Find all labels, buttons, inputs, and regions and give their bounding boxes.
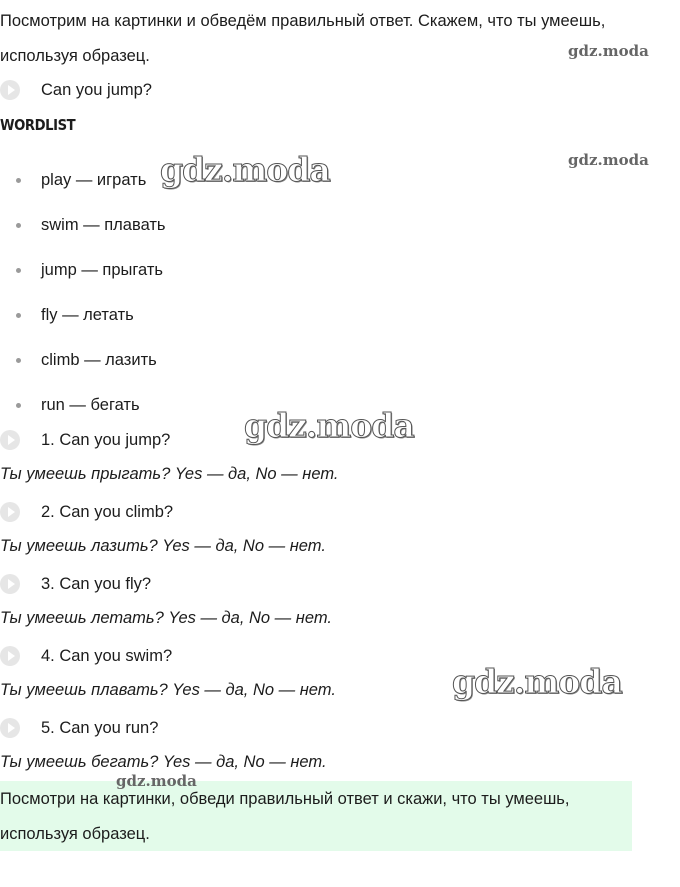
play-icon[interactable]	[0, 646, 20, 666]
word-text: play — играть	[41, 170, 147, 189]
watermark: gdz.moda	[116, 772, 197, 790]
question-label: 4. Can you swim?	[41, 646, 173, 665]
question-audio-button[interactable]	[0, 429, 171, 451]
question-translation: Ты умеешь лазить? Yes — да, No — нет.	[0, 537, 326, 555]
word-text: jump — прыгать	[41, 260, 164, 279]
watermark: gdz.moda	[568, 151, 649, 169]
play-icon[interactable]	[0, 502, 20, 522]
bullet-icon	[16, 403, 21, 408]
bullet-icon	[16, 358, 21, 363]
question-label: 5. Can you run?	[41, 718, 159, 737]
question-translation: Ты умеешь летать? Yes — да, No — нет.	[0, 609, 332, 627]
play-icon[interactable]	[0, 80, 20, 100]
watermark: gdz.moda	[452, 662, 622, 701]
bullet-icon	[16, 223, 21, 228]
play-icon[interactable]	[0, 574, 20, 594]
question-translation: Ты умеешь прыгать? Yes — да, No — нет.	[0, 465, 339, 483]
intro-text: Посмотрим на картинки и обведём правильный ответ. Скажем, что ты умеешь, используя образец.	[0, 12, 606, 65]
word-text: fly — летать	[41, 305, 134, 324]
task-text: Посмотри на картинки, обведи правильный ответ и скажи, что ты умеешь, используя образец.	[0, 790, 570, 843]
play-icon[interactable]	[0, 430, 20, 450]
bullet-icon	[16, 313, 21, 318]
watermark: gdz.moda	[244, 406, 414, 445]
question-audio-button[interactable]	[0, 573, 152, 595]
question-translation: Ты умеешь бегать? Yes — да, No — нет.	[0, 753, 327, 771]
bullet-icon	[16, 268, 21, 273]
question-label: 2. Can you climb?	[41, 502, 174, 521]
play-icon[interactable]	[0, 718, 20, 738]
example-audio-label: Can you jump?	[41, 80, 152, 99]
word-text: run — бегать	[41, 395, 140, 414]
watermark: gdz.moda	[160, 150, 330, 189]
question-audio-button[interactable]	[0, 645, 173, 667]
bullet-icon	[16, 178, 21, 183]
watermark: gdz.moda	[568, 42, 649, 60]
word-text: swim — плавать	[41, 215, 166, 234]
word-text: climb — лазить	[41, 350, 157, 369]
example-audio-button[interactable]	[0, 79, 152, 101]
question-audio-button[interactable]	[0, 501, 174, 523]
question-audio-button[interactable]	[0, 717, 159, 739]
wordlist-heading: WORDLIST	[0, 116, 76, 134]
question-label: 3. Can you fly?	[41, 574, 152, 593]
question-translation: Ты умеешь плавать? Yes — да, No — нет.	[0, 681, 336, 699]
question-label: 1. Can you jump?	[41, 430, 171, 449]
